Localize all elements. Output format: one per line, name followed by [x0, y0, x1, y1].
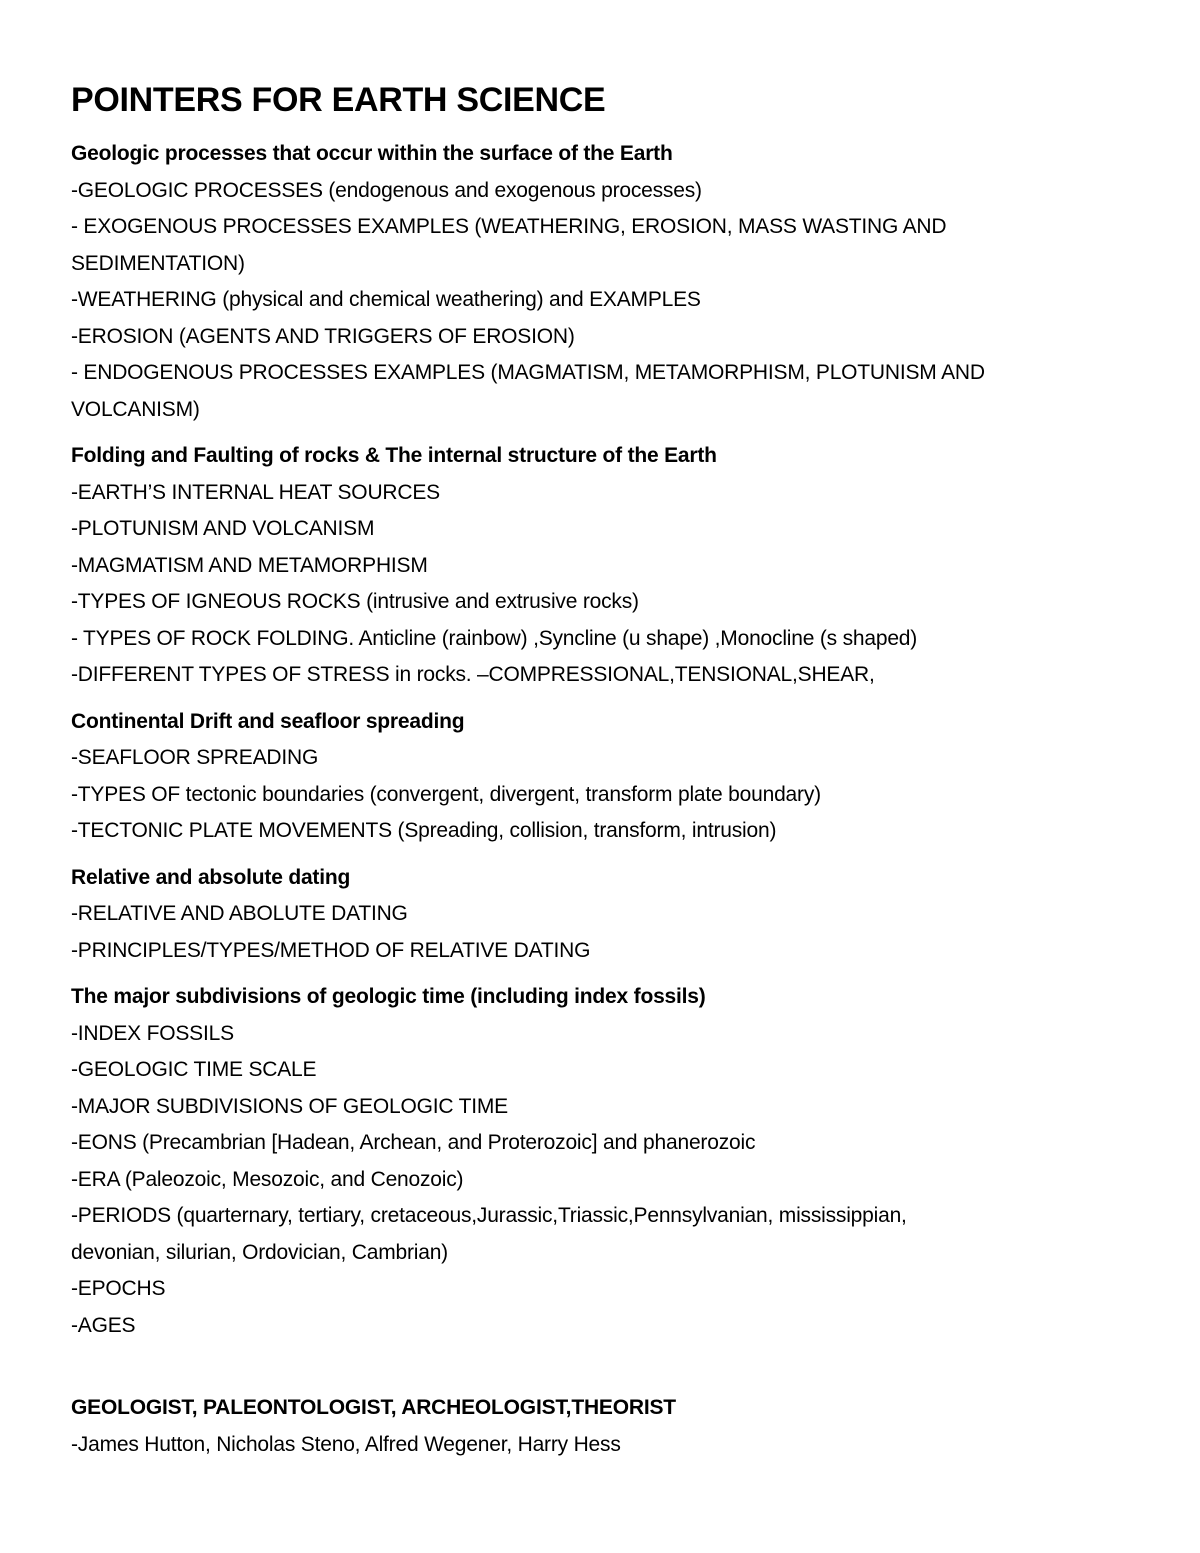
- section-heading: Relative and absolute dating: [71, 865, 351, 889]
- bullet-line: -EROSION (AGENTS AND TRIGGERS OF EROSION): [71, 324, 575, 348]
- bullet-line: -MAGMATISM AND METAMORPHISM: [71, 553, 428, 577]
- bullet-line: -AGES: [71, 1313, 136, 1337]
- bullet-line: -INDEX FOSSILS: [71, 1021, 234, 1045]
- bullet-line: - TYPES OF ROCK FOLDING. Anticline (rainbow) ,Syncline (u shape) ,Monocline (s shaped): [71, 626, 918, 650]
- document-page: [71, 78, 1151, 1473]
- section-geologic-time: [71, 979, 1151, 1344]
- bullet-line: -ERA (Paleozoic, Mesozoic, and Cenozoic): [71, 1167, 464, 1191]
- blank-line: [71, 1354, 1151, 1390]
- bullet-line: -EONS (Precambrian [Hadean, Archean, and Proterozoic] and phanerozoic: [71, 1131, 756, 1154]
- section-folding-faulting: [71, 438, 1151, 694]
- section-scientists: [71, 1390, 1151, 1463]
- bullet-line: - EXOGENOUS PROCESSES EXAMPLES (WEATHERING, EROSION, MASS WASTING AND: [71, 215, 947, 238]
- section-dating: [71, 860, 1151, 970]
- bullet-line: -James Hutton, Nicholas Steno, Alfred Wegener, Harry Hess: [71, 1432, 621, 1456]
- bullet-line: -WEATHERING (physical and chemical weathering) and EXAMPLES: [71, 288, 701, 311]
- bullet-line: -TECTONIC PLATE MOVEMENTS (Spreading, collision, transform, intrusion): [71, 819, 777, 842]
- bullet-line: devonian, silurian, Ordovician, Cambrian): [71, 1240, 448, 1264]
- section-heading: GEOLOGIST, PALEONTOLOGIST, ARCHEOLOGIST,THEORIST: [71, 1396, 676, 1419]
- section-heading: Continental Drift and seafloor spreading: [71, 709, 465, 733]
- bullet-line: VOLCANISM): [71, 397, 200, 421]
- bullet-line: -PLOTUNISM AND VOLCANISM: [71, 517, 375, 540]
- bullet-line: -SEAFLOOR SPREADING: [71, 746, 319, 769]
- section-geologic-processes: [71, 136, 1151, 428]
- bullet-line: SEDIMENTATION): [71, 251, 245, 275]
- bullet-line: -EPOCHS: [71, 1277, 166, 1300]
- bullet-line: -RELATIVE AND ABOLUTE DATING: [71, 902, 408, 925]
- section-heading: Geologic processes that occur within the surface of the Earth: [71, 142, 673, 165]
- bullet-line: -MAJOR SUBDIVISIONS OF GEOLOGIC TIME: [71, 1094, 508, 1118]
- bullet-line: -PRINCIPLES/TYPES/METHOD OF RELATIVE DATING: [71, 938, 591, 962]
- bullet-line: - ENDOGENOUS PROCESSES EXAMPLES (MAGMATISM, METAMORPHISM, PLOTUNISM AND: [71, 361, 985, 384]
- bullet-line: -TYPES OF tectonic boundaries (convergent, divergent, transform plate boundary): [71, 782, 821, 806]
- bullet-line: -GEOLOGIC TIME SCALE: [71, 1058, 317, 1081]
- section-heading: The major subdivisions of geologic time (including index fossils): [71, 985, 706, 1008]
- document-title: POINTERS FOR EARTH SCIENCE: [71, 81, 606, 119]
- bullet-line: -PERIODS (quarternary, tertiary, cretaceous,Jurassic,Triassic,Pennsylvanian, mississippian,: [71, 1204, 907, 1227]
- bullet-line: -DIFFERENT TYPES OF STRESS in rocks. –COMPRESSIONAL,TENSIONAL,SHEAR,: [71, 663, 875, 686]
- bullet-line: -GEOLOGIC PROCESSES (endogenous and exogenous processes): [71, 178, 702, 202]
- section-continental-drift: [71, 704, 1151, 850]
- bullet-line: -TYPES OF IGNEOUS ROCKS (intrusive and extrusive rocks): [71, 590, 639, 613]
- section-heading: Folding and Faulting of rocks & The internal structure of the Earth: [71, 444, 717, 467]
- bullet-line: -EARTH’S INTERNAL HEAT SOURCES: [71, 480, 440, 504]
